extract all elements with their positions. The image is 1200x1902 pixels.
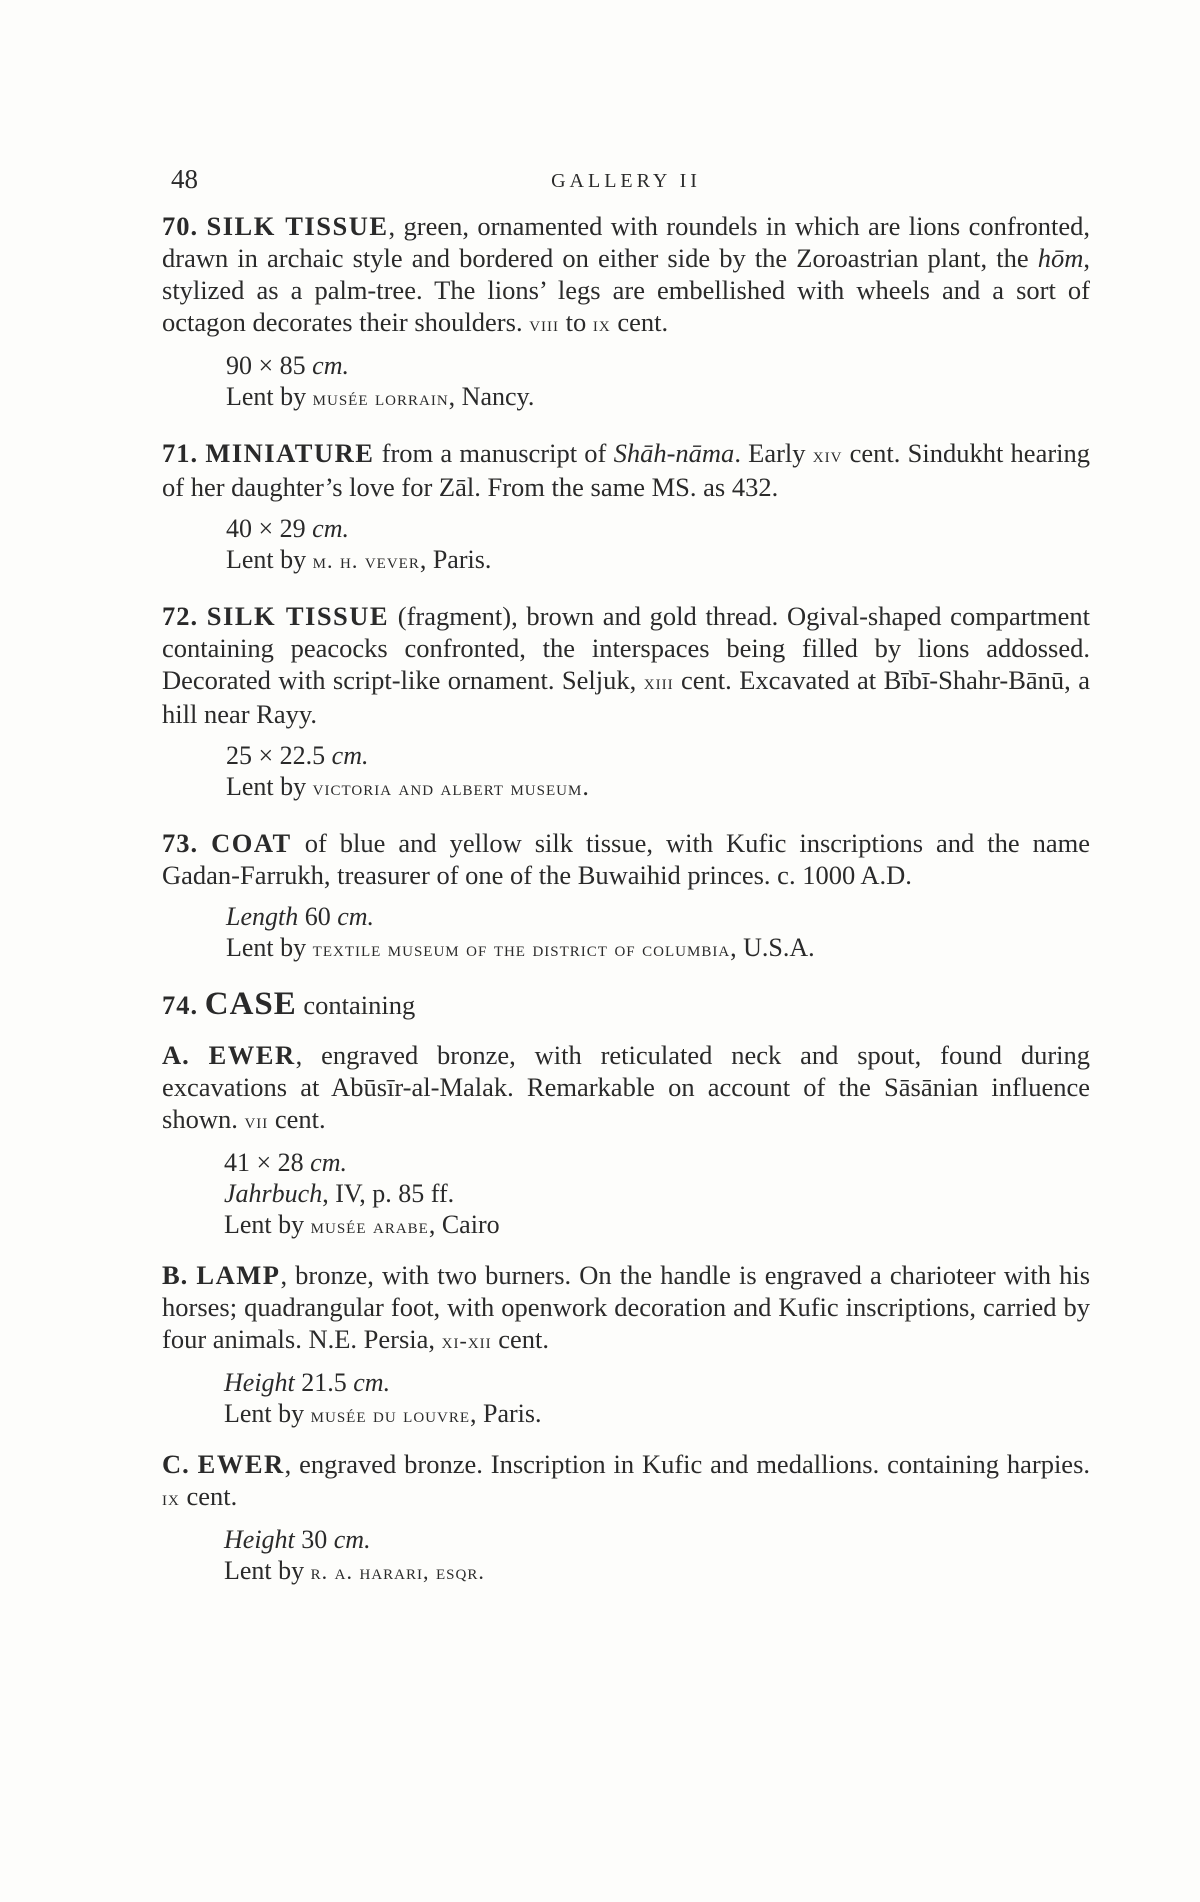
reference-detail: , IV, p. 85 ff. — [322, 1179, 455, 1208]
lent-by-label: Lent by — [226, 382, 313, 411]
entry-text: , engraved bronze. Inscription in Kufic and medallions. containing harpies. — [284, 1449, 1091, 1479]
item-letter: B. — [162, 1260, 189, 1290]
dimension-value: 25 × 22.5 — [226, 741, 332, 770]
entry-heading: CASE — [204, 986, 297, 1022]
lender-name: musée du louvre — [310, 1402, 470, 1427]
century-numeral: ix — [592, 311, 611, 336]
lent-by-label: Lent by — [224, 1399, 311, 1428]
century-numeral: ix — [162, 1485, 180, 1510]
lender-name: textile museum of the district of columbia — [312, 936, 731, 961]
dimension-value: 21.5 — [294, 1368, 354, 1397]
lent-by-label: Lent by — [226, 772, 313, 801]
lender-place: , Paris. — [470, 1399, 542, 1428]
entry-lender — [162, 1555, 1090, 1587]
dimension-value: 90 × 85 — [226, 351, 313, 380]
entry-text: (fragment), brown and gold thread. Ogival-shaped compartment containing peacocks confronted, the interspaces being filled by lions addossed. Decorated with script-like ornament. Seljuk, — [162, 601, 1090, 695]
entry-lender — [162, 1209, 1090, 1241]
entry-70 — [162, 210, 1090, 340]
page-header — [168, 164, 1084, 200]
dimension-unit: cm. — [333, 1525, 371, 1554]
entry-italic: hōm — [1037, 243, 1084, 273]
entry-lender — [162, 1398, 1090, 1430]
dimension-value: 41 × 28 — [224, 1148, 311, 1177]
entry-dimensions — [162, 350, 1090, 381]
entry-text: cent. — [268, 1104, 326, 1134]
lent-by-label: Lent by — [226, 545, 313, 574]
lent-by-label: Lent by — [224, 1210, 311, 1239]
entry-number: 71. — [162, 438, 199, 468]
entry-text: from a manuscript of — [374, 438, 614, 468]
lender-name: musée lorrain — [312, 385, 449, 410]
dimension-value: 60 — [298, 902, 338, 931]
entry-heading: MINIATURE — [205, 438, 375, 468]
lender-place: , U.S.A. — [730, 933, 815, 962]
century-numeral: xiv — [812, 442, 843, 467]
lender-place: , Cairo — [428, 1210, 500, 1239]
entry-text: containing — [296, 990, 416, 1020]
lender-place: , Nancy. — [448, 382, 535, 411]
entry-text: cent. Excavated at Bībī-Shahr-Bānū, a hill near Rayy. — [162, 665, 1090, 729]
entry-dimensions — [162, 740, 1090, 771]
case-item-c — [162, 1448, 1090, 1514]
entry-lender — [162, 544, 1090, 576]
entry-number: 74. — [162, 990, 199, 1020]
entry-text: of blue and yellow silk tissue, with Kufic inscriptions and the name Gadan-Farrukh, treasurer of one of the Buwaihid princes. c. 1000 A.D. — [162, 828, 1090, 890]
century-numeral: viii — [529, 311, 560, 336]
century-numeral: xiii — [643, 669, 674, 694]
entry-dimensions — [162, 1147, 1090, 1178]
entry-text: cent. — [491, 1324, 550, 1354]
entry-text: , stylized as a palm-tree. The lions’ legs are embellished with wheels and a sort of octagon decorates their shoulders. — [162, 243, 1090, 337]
entry-text: , bronze, with two burners. On the handle is engraved a charioteer with his horses; quadrangular foot, with openwork decoration and Kufic inscriptions, carried by four animals. N.E. Persia, — [162, 1260, 1091, 1354]
case-item-b — [162, 1259, 1090, 1357]
entry-heading: COAT — [211, 828, 292, 858]
entry-reference — [162, 1178, 1090, 1209]
entry-italic: Shāh-nāma — [613, 438, 735, 468]
entry-text: cent. — [179, 1481, 238, 1511]
lender-name: victoria and albert museum — [312, 775, 583, 800]
lender-name: m. h. vever — [312, 548, 420, 573]
entry-text: . Early — [734, 438, 813, 468]
dimension-unit: cm. — [312, 514, 349, 543]
item-letter: C. — [162, 1449, 190, 1479]
entry-text: cent. — [610, 307, 669, 337]
item-letter: A. — [162, 1040, 190, 1070]
dimension-label: Height — [224, 1368, 295, 1397]
dimension-unit: cm. — [312, 351, 349, 380]
entry-dimensions — [162, 901, 1090, 932]
entry-number: 70. — [162, 211, 199, 241]
entry-text: , engraved bronze, with reticulated neck and spout, found during excavations at Abūsīr-al-Malak. Remarkable on account of the Sāsānian influence shown. — [162, 1040, 1091, 1134]
item-heading: EWER — [208, 1040, 296, 1070]
lent-by-label: Lent by — [224, 1556, 311, 1585]
entry-lender — [162, 932, 1090, 964]
reference-title: Jahrbuch — [224, 1179, 323, 1208]
entry-72 — [162, 600, 1090, 730]
entry-dimensions — [162, 513, 1090, 544]
dimension-unit: cm. — [353, 1368, 391, 1397]
entry-74 — [162, 988, 1090, 1021]
dimension-unit: cm. — [331, 741, 369, 770]
dimension-value: 40 × 29 — [226, 514, 313, 543]
entry-dimensions — [162, 1367, 1090, 1398]
century-numeral: vii — [244, 1108, 269, 1133]
lender-name: musée arabe — [310, 1213, 429, 1238]
page-number: 48 — [171, 164, 198, 194]
entry-lender — [162, 381, 1090, 413]
entry-lender — [162, 771, 1090, 803]
entry-73 — [162, 827, 1090, 891]
entry-heading: SILK TISSUE — [206, 211, 389, 241]
lender-place: . — [582, 772, 589, 801]
catalogue-entries — [162, 210, 1090, 1587]
entry-number: 72. — [162, 601, 199, 631]
case-item-a — [162, 1039, 1090, 1137]
running-title: GALLERY II — [551, 170, 701, 192]
entry-text: , green, ornamented with roundels in which are lions confronted, drawn in archaic style and bordered on either side by the Zoroastrian plant, the — [162, 211, 1091, 273]
entry-number: 73. — [162, 828, 199, 858]
entry-71 — [162, 437, 1090, 503]
dimension-label: Height — [224, 1525, 295, 1554]
item-heading: LAMP — [196, 1260, 281, 1290]
lent-by-label: Lent by — [226, 933, 313, 962]
dimension-label: Length — [226, 902, 299, 931]
lender-name: r. a. harari, esqr. — [310, 1559, 485, 1584]
entry-dimensions — [162, 1524, 1090, 1555]
dimension-unit: cm. — [337, 902, 375, 931]
dimension-unit: cm. — [310, 1148, 347, 1177]
item-heading: EWER — [197, 1449, 285, 1479]
entry-text: cent. Sindukht hearing of her daughter’s love for Zāl. From the same MS. as 432. — [162, 438, 1091, 502]
lender-place: , Paris. — [419, 545, 492, 574]
century-numeral: xi-xii — [441, 1328, 492, 1353]
dimension-value: 30 — [294, 1525, 334, 1554]
entry-text: to — [559, 307, 593, 337]
entry-heading: SILK TISSUE — [206, 601, 390, 631]
